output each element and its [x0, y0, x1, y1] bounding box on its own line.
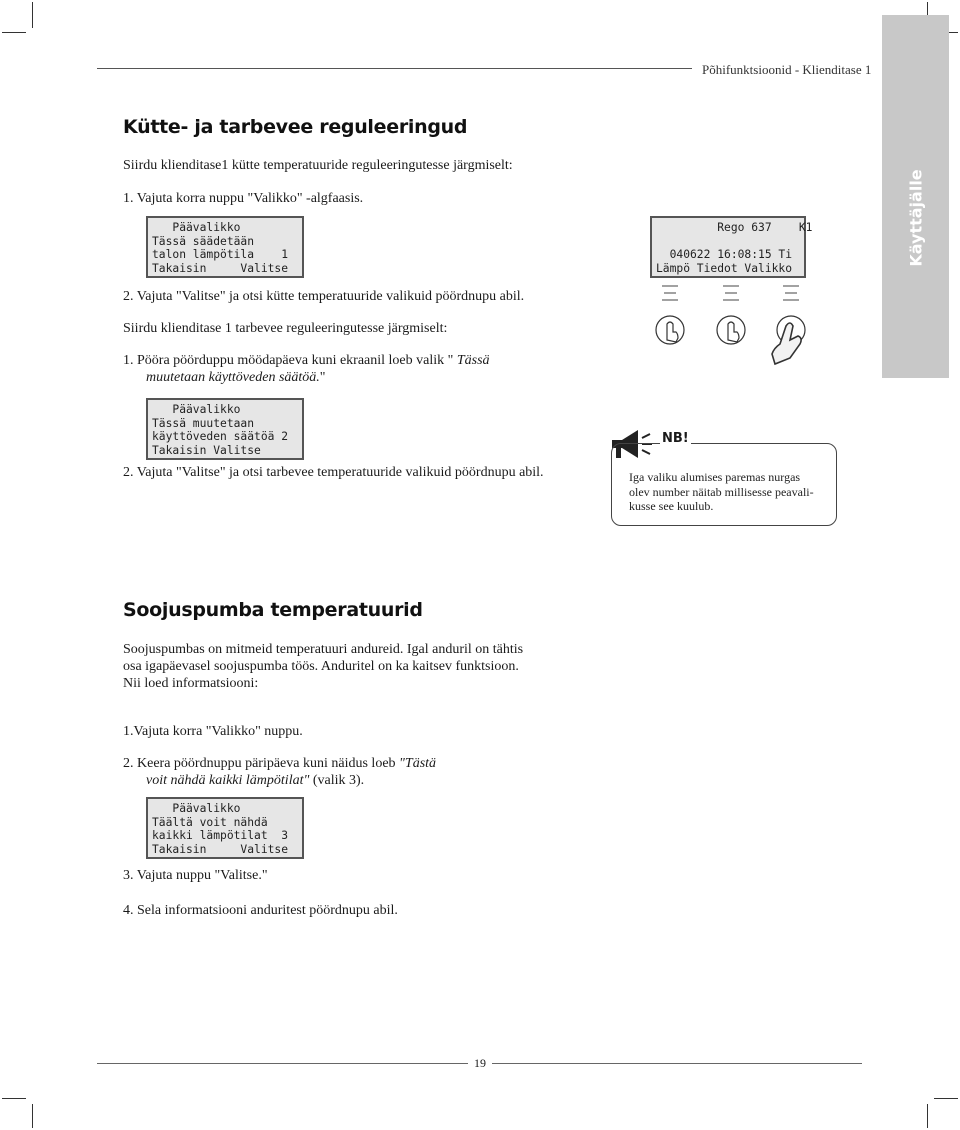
running-header: Põhifunktsioonid - Klienditase 1 [702, 62, 872, 77]
lcd-row: Tässä säädetään [152, 234, 255, 248]
step-text: 1.Vajuta korra "Valikko" nuppu. [123, 724, 303, 739]
crop-mark [2, 1098, 26, 1099]
finger-icon [728, 322, 739, 342]
page-number: 19 [468, 1056, 492, 1071]
lcd-row: Päävalikko [152, 802, 241, 815]
intro-text: Siirdu klienditase1 kütte temperatuuride reguleeringutesse järgmiselt: [123, 158, 513, 173]
menu-name: muutetaan käyttöveden säätöä. [146, 370, 320, 385]
step-text: 4. Sela informatsiooni anduritest pöördnupu abil. [123, 903, 398, 918]
lcd-row: talon lämpötila 1 [152, 248, 289, 261]
step-text-part: 2. Keera pöördnuppu päripäeva kuni näidus loeb [123, 756, 400, 771]
step-text [123, 352, 490, 369]
step-text [123, 755, 436, 772]
paragraph-line: Nii loed informatsiooni: [123, 676, 259, 691]
crop-mark [2, 32, 26, 33]
crop-mark [934, 1098, 958, 1099]
lcd-display [146, 398, 304, 460]
step-text [146, 772, 364, 789]
lcd-row: Rego 637 K1 [656, 221, 813, 234]
step-text: 2. Vajuta "Valitse" ja otsi tarbevee temperatuuride valikuid pöördnupu abil. [123, 465, 544, 480]
step-text: 2. Vajuta "Valitse" ja otsi kütte temperatuuride valikuid pöördnupu abil. [123, 289, 525, 304]
step-text [146, 369, 326, 386]
crop-mark [32, 1104, 33, 1128]
hand-icon [772, 323, 801, 364]
intro-text: Siirdu klienditase 1 tarbevee reguleeringutesse järgmiselt: [123, 321, 448, 336]
paragraph-line: osa igapäevasel soojuspumba töös. Anduritel on ka kaitsev funktsioon. [123, 659, 519, 674]
button-icon [717, 316, 745, 344]
step-text: 1. Vajuta korra nuppu "Valikko" -algfaasis. [123, 191, 364, 206]
lcd-row: käyttöveden säätöä 2 [152, 430, 289, 443]
button-marks-icon [662, 286, 799, 300]
note-line: kusse see kuulub. [629, 499, 714, 513]
device-buttons [640, 282, 820, 372]
lcd-display [146, 797, 304, 859]
menu-name: voit nähdä kaikki lämpötilat" [146, 773, 310, 788]
note-text [629, 470, 814, 514]
footer-rule [97, 1063, 468, 1064]
note-label: NB! [662, 431, 689, 446]
lcd-row: Takaisin Valitse [152, 261, 289, 275]
footer-rule [492, 1063, 862, 1064]
side-tab-label: Käyttäjälle [906, 169, 925, 267]
paragraph [123, 641, 523, 692]
menu-name: "Tästä [399, 756, 437, 771]
paragraph-line: Soojuspumbas on mitmeid temperatuuri andureid. Igal anduril on tähtis [123, 642, 524, 657]
lcd-display [146, 216, 304, 278]
lcd-row: Lämpö Tiedot Valikko [656, 261, 793, 275]
lcd-row: kaikki lämpötilat 3 [152, 829, 289, 842]
finger-icon [667, 322, 678, 342]
step-text-part: (valik 3). [309, 773, 365, 788]
section-title: Soojuspumba temperatuurid [123, 599, 423, 621]
lcd-row: Päävalikko [152, 403, 241, 416]
header-rule [97, 68, 692, 69]
step-text: 3. Vajuta nuppu "Valitse." [123, 868, 268, 883]
button-icon [656, 316, 684, 344]
lcd-row: Päävalikko [152, 221, 241, 234]
section-title: Kütte- ja tarbevee reguleeringud [123, 116, 468, 138]
side-tab-label-box [882, 15, 949, 378]
step-text-part: 1. Pööra pöörduppu möödapäeva kuni ekraanil loeb valik " [123, 353, 457, 368]
lcd-row: Takaisin Valitse [152, 842, 289, 856]
crop-mark [32, 2, 33, 28]
menu-name: Tässä [456, 353, 490, 368]
lcd-row: Takaisin Valitse [152, 443, 261, 457]
lcd-row [656, 235, 800, 249]
note-line: olev number näitab millisesse peavali- [629, 484, 814, 499]
device-display [650, 216, 813, 278]
lcd-row: Täältä voit nähdä [152, 815, 268, 829]
lcd-row: 040622 16:08:15 Ti [656, 248, 793, 261]
step-text-part: " [319, 370, 326, 385]
crop-mark [927, 1104, 928, 1128]
note-line: Iga valiku alumises paremas nurgas [629, 470, 801, 484]
lcd-row: Tässä muutetaan [152, 416, 255, 430]
